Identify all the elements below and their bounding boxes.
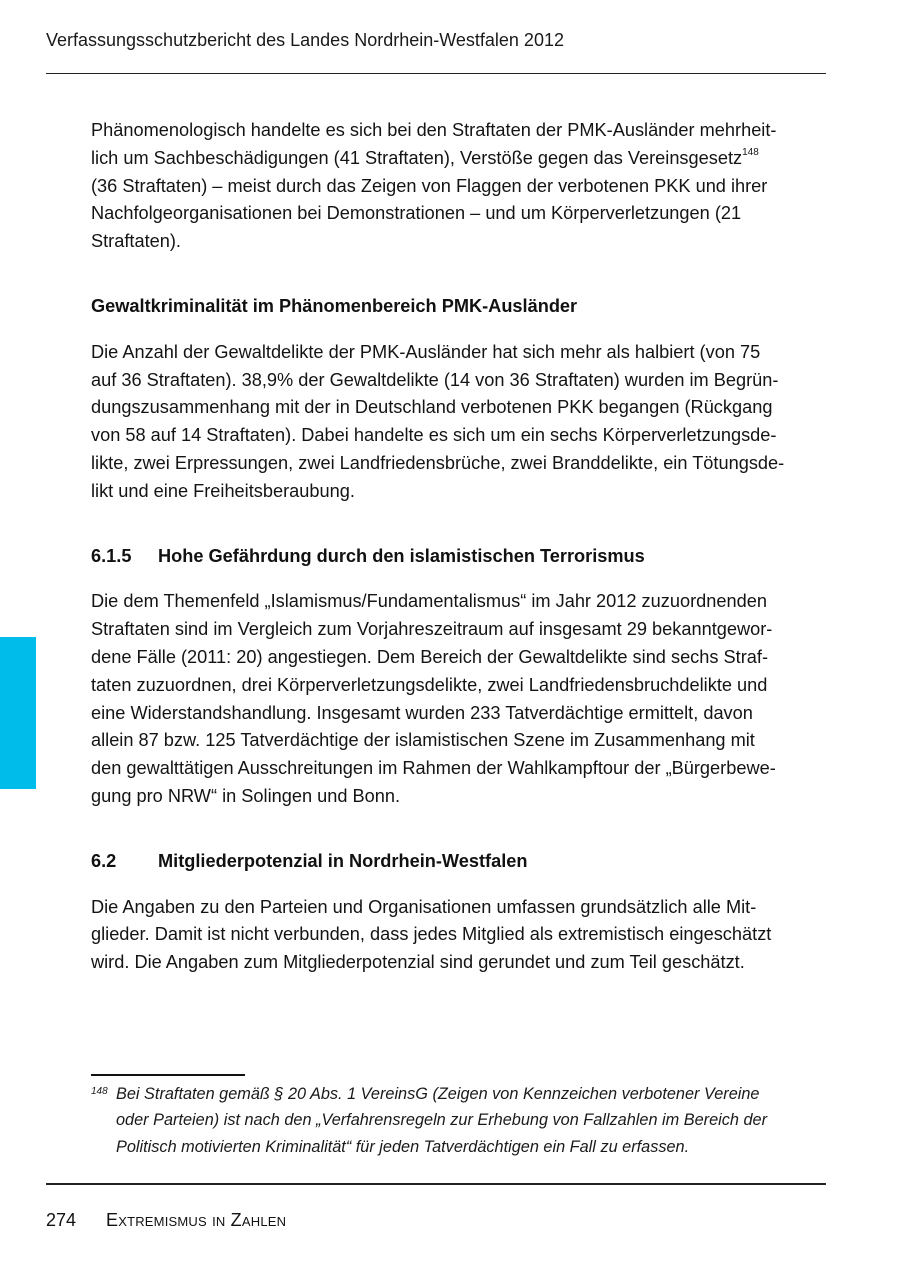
running-header: Verfassungsschutzbericht des Landes Nordrhein-Westfalen 2012: [46, 30, 564, 50]
paragraph-line: gung pro NRW“ in Solingen und Bonn.: [91, 785, 401, 806]
footnote-line: Bei Straftaten gemäß § 20 Abs. 1 VereinsG (Zeigen von Kennzeichen verbotener Vereine: [116, 1085, 760, 1103]
paragraph-line: Die dem Themenfeld „Islamismus/Fundamentalismus“ im Jahr 2012 zuzuordnenden: [91, 591, 767, 612]
paragraph-line: allein 87 bzw. 125 Tatverdächtige der islamistischen Szene im Zusammenhang mit: [91, 730, 755, 751]
paragraph-line: wird. Die Angaben zum Mitgliederpotenzial sind gerundet und zum Teil geschätzt.: [91, 952, 745, 973]
heading-section-6-1-5: [91, 543, 826, 571]
header-rule: [46, 73, 826, 74]
paragraph-line: likt und eine Freiheitsberaubung.: [91, 480, 355, 501]
paragraph-line: Phänomenologisch handelte es sich bei den Straftaten der PMK-Ausländer mehrheit-: [91, 120, 777, 140]
paragraph-phaenomenologie: [91, 117, 826, 256]
paragraph-line: Straftaten).: [91, 231, 181, 252]
paragraph-line: auf 36 Straftaten). 38,9% der Gewaltdelikte (14 von 36 Straftaten) wurden im Begrün-: [91, 369, 779, 390]
page-number: 274: [46, 1210, 77, 1230]
paragraph-islamismus: [91, 588, 826, 810]
paragraph-line: glieder. Damit ist nicht verbunden, dass jedes Mitglied als extremistisch eingeschätzt: [91, 924, 772, 945]
footer-section-title: Extremismus in Zahlen: [106, 1210, 287, 1230]
footnote-text: [116, 1081, 826, 1160]
paragraph-line: von 58 auf 14 Straftaten). Dabei handelte es sich um ein sechs Körperverletzungsde-: [91, 425, 777, 446]
section-title: Mitgliederpotenzial in Nordrhein-Westfalen: [158, 850, 528, 871]
paragraph-line: dene Fälle (2011: 20) angestiegen. Dem Bereich der Gewaltdelikte sind sechs Straf-: [91, 646, 769, 667]
section-number: 6.2: [91, 850, 117, 871]
paragraph-gewaltdelikte: [91, 339, 826, 506]
paragraph-line: dungszusammenhang mit der in Deutschland verbotenen PKK begangen (Rückgang: [91, 397, 773, 418]
footnote-line: oder Parteien) ist nach den „Verfahrensregeln zur Erhebung von Fallzahlen im Bereich der: [116, 1111, 768, 1130]
paragraph-line: Die Anzahl der Gewaltdelikte der PMK-Ausländer hat sich mehr als halbiert (von 75: [91, 341, 761, 362]
paragraph-line: lich um Sachbeschädigungen (41 Straftaten), Verstöße gegen das Vereinsgesetz: [91, 147, 743, 168]
footer-rule: [46, 1183, 826, 1185]
chapter-side-tab: [0, 637, 36, 789]
footnote-number: 148: [91, 1086, 108, 1097]
footnote-reference[interactable]: 148: [742, 146, 759, 158]
paragraph-mitgliederpotenzial: [91, 894, 826, 977]
paragraph-line: Nachfolgeorganisationen bei Demonstrationen – und um Körperverletzungen (21: [91, 203, 742, 224]
footnote-separator: [91, 1074, 245, 1076]
heading-gewaltkriminalitaet: Gewaltkriminalität im Phänomenbereich PMK-Ausländer: [91, 295, 578, 316]
paragraph-line: (36 Straftaten) – meist durch das Zeigen von Flaggen der verbotenen PKK und ihrer: [91, 175, 768, 196]
section-title: Hohe Gefährdung durch den islamistischen Terrorismus: [158, 545, 645, 566]
paragraph-line: Straftaten sind im Vergleich zum Vorjahreszeitraum auf insgesamt 29 bekanntgewor-: [91, 619, 773, 640]
paragraph-line: eine Widerstandshandlung. Insgesamt wurden 233 Tatverdächtige ermittelt, davon: [91, 702, 753, 723]
paragraph-line: taten zuzuordnen, drei Körperverletzungsdelikte, zwei Landfriedensbruchdelikte und: [91, 674, 768, 695]
paragraph-line: den gewalttätigen Ausschreitungen im Rahmen der Wahlkampftour der „Bürgerbewe-: [91, 758, 776, 779]
heading-section-6-2: [91, 848, 826, 876]
footnote-148: [91, 1081, 826, 1160]
paragraph-line: likte, zwei Erpressungen, zwei Landfriedensbrüche, zwei Branddelikte, ein Tötungsde-: [91, 452, 785, 473]
footnote-line: Politisch motivierten Kriminalität“ für jeden Tatverdächtigen ein Fall zu erfassen.: [116, 1137, 690, 1156]
main-content: [91, 117, 826, 977]
section-number: 6.1.5: [91, 545, 132, 566]
paragraph-line: Die Angaben zu den Parteien und Organisationen umfassen grundsätzlich alle Mit-: [91, 896, 757, 917]
